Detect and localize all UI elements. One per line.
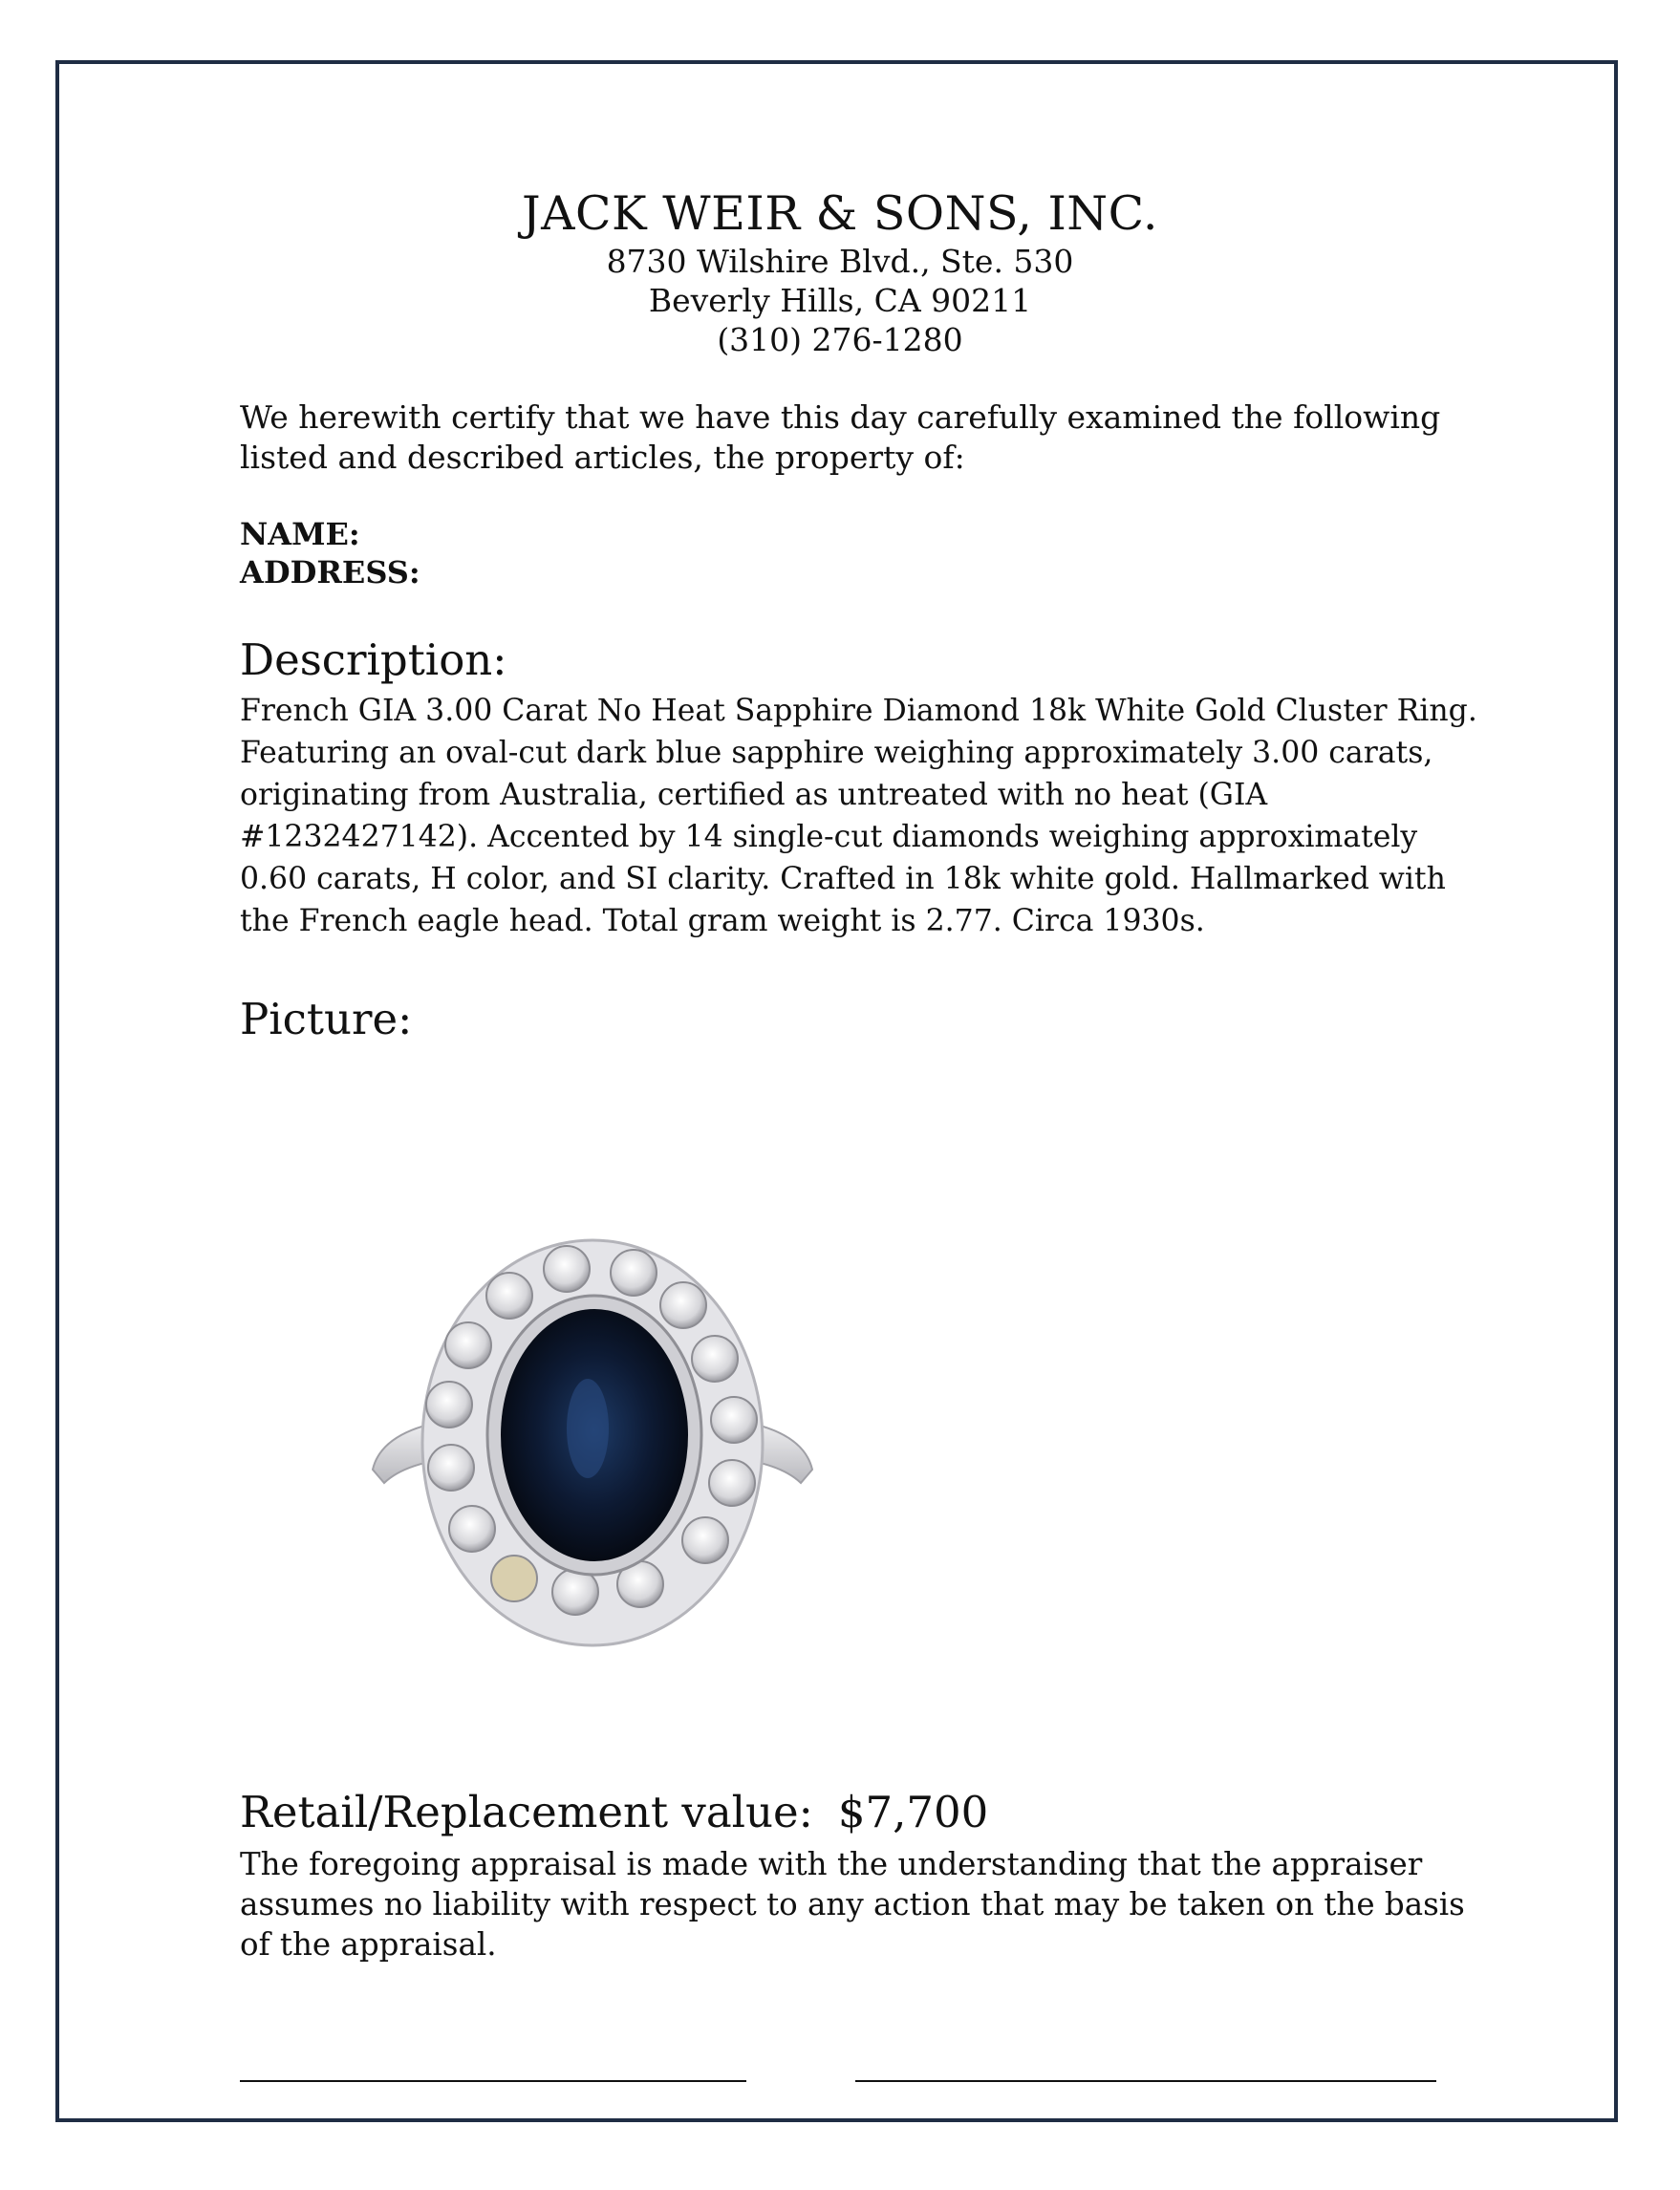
- picture-heading: Picture:: [240, 994, 413, 1044]
- replacement-value-amount: $7,700: [837, 1787, 989, 1837]
- owner-address-label: ADDRESS:: [240, 554, 420, 590]
- company-phone: (310) 276-1280: [717, 321, 963, 358]
- description-text: French GIA 3.00 Carat No Heat Sapphire Diamond 18k White Gold Cluster Ring. Featuring an oval-cut dark blue sapphire weighing approximately 3.00 carats, originating from Australia, certified as untreated with no heat (GIA #1232427142). Accented by 14 single-cut diamonds weighing approximately 0.60 carats, H color, and SI clarity. Crafted in 18k white gold. Hallmarked with the French eagle head. Total gram weight is 2.77. Circa 1930s.: [240, 694, 1477, 938]
- signature-line-left: [240, 2080, 746, 2082]
- company-street-address: 8730 Wilshire Blvd., Ste. 530: [606, 243, 1074, 280]
- ring-photo: [354, 1233, 831, 1653]
- signature-line-right: [855, 2080, 1436, 2082]
- sapphire-highlight: [567, 1379, 609, 1478]
- company-city-state-zip: Beverly Hills, CA 90211: [648, 282, 1032, 319]
- description-heading: Description:: [240, 634, 507, 685]
- replacement-value: [240, 1787, 988, 1837]
- appraisal-disclaimer: The foregoing appraisal is made with the understanding that the appraiser assumes no liability with respect to any action that may be taken on the basis of the appraisal.: [240, 1846, 1465, 1963]
- owner-name-label: NAME:: [240, 516, 360, 552]
- company-name: JACK WEIR & SONS, INC.: [522, 186, 1158, 241]
- replacement-value-label: Retail/Replacement value:: [240, 1787, 813, 1837]
- certification-intro: We herewith certify that we have this day carefully examined the following listed and described articles, the property of:: [240, 398, 1441, 476]
